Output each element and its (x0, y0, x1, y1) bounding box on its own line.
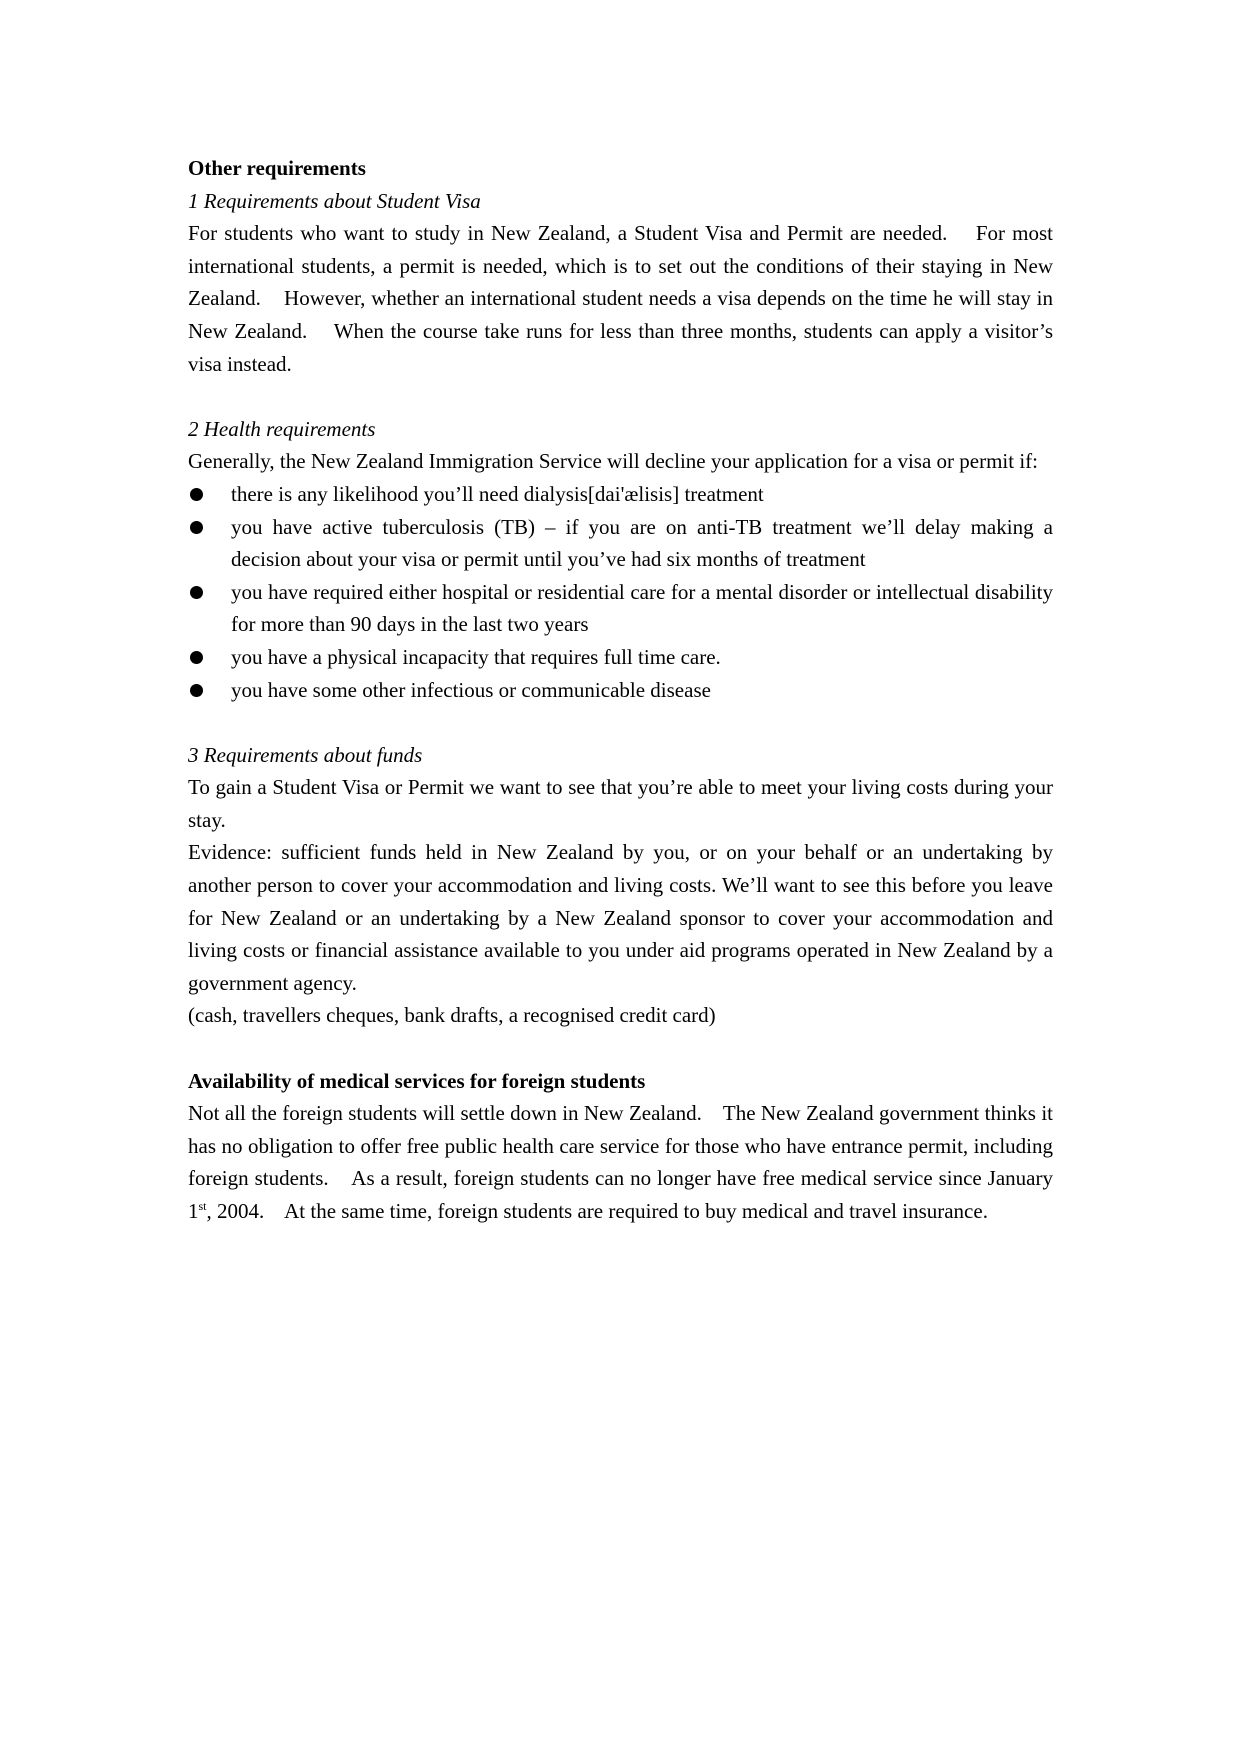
visa-paragraph: For students who want to study in New Zealand, a Student Visa and Permit are needed. For most international students, a permit is needed, which is to set out the conditions of their staying in New Zealand. However, whether an international student needs a visa depends on the time he will stay in New Zealand. When the course take runs for less than three months, students can apply a visitor’s visa instead. (188, 221, 1059, 376)
bullet-icon (190, 684, 203, 697)
list-item (188, 576, 1053, 641)
medical-paragraph (188, 1097, 1059, 1227)
spacer (188, 380, 1053, 413)
funds-paragraph-1: To gain a Student Visa or Permit we want to see that you’re able to meet your living costs during your stay. (188, 775, 1053, 832)
visa-heading: 1 Requirements about Student Visa (188, 188, 481, 213)
bullet-icon (190, 521, 203, 534)
funds-paragraph-3: (cash, travellers cheques, bank drafts, a recognised credit card) (188, 1003, 716, 1028)
spacer (188, 706, 1053, 739)
list-item-text: you have some other infectious or communicable disease (231, 677, 711, 702)
document-page (188, 152, 1059, 1228)
ordinal-suffix: st (198, 1199, 207, 1213)
section-title-medical-services: Availability of medical services for foreign students (188, 1068, 646, 1093)
list-item (188, 641, 1053, 674)
health-list (188, 478, 1053, 706)
list-item (188, 674, 1053, 707)
list-item (188, 478, 1053, 511)
medical-text-part2: , 2004. At the same time, foreign students are required to buy medical and travel insurance. (206, 1199, 988, 1223)
funds-paragraph-2: Evidence: sufficient funds held in New Zealand by you, or on your behalf or an undertaking by another person to cover your accommodation and living costs. We’ll want to see this before you leave for New Zealand or an undertaking by a New Zealand sponsor to cover your accommodation and living costs or financial assistance available to you under aid programs operated in New Zealand by a government agency. (188, 840, 1053, 995)
list-item-text: there is any likelihood you’ll need dialysis[dai'ælisis] treatment (231, 481, 764, 506)
list-item-text: you have a physical incapacity that requires full time care. (231, 644, 721, 669)
medical-text-part1: Not all the foreign students will settle down in New Zealand. The New Zealand government thinks it has no obligation to offer free public health care service for those who have entrance permit, including foreign students. As a result, foreign students can no longer have free medical service since January 1 (188, 1101, 1059, 1223)
spacer (188, 1032, 1053, 1065)
list-item-text: you have required either hospital or residential care for a mental disorder or intellectual disability for more than 90 days in the last two years (231, 579, 1053, 637)
bullet-icon (190, 586, 203, 599)
health-heading: 2 Health requirements (188, 416, 376, 441)
list-item-text: you have active tuberculosis (TB) – if you are on anti-TB treatment we’ll delay making a decision about your visa or permit until you’ve had six months of treatment (231, 514, 1053, 572)
health-intro: Generally, the New Zealand Immigration Service will decline your application for a visa or permit if: (188, 449, 1039, 474)
list-item (188, 511, 1053, 576)
section-title-other-requirements: Other requirements (188, 156, 366, 180)
funds-heading: 3 Requirements about funds (188, 742, 423, 767)
bullet-icon (190, 651, 203, 664)
bullet-icon (190, 488, 203, 501)
